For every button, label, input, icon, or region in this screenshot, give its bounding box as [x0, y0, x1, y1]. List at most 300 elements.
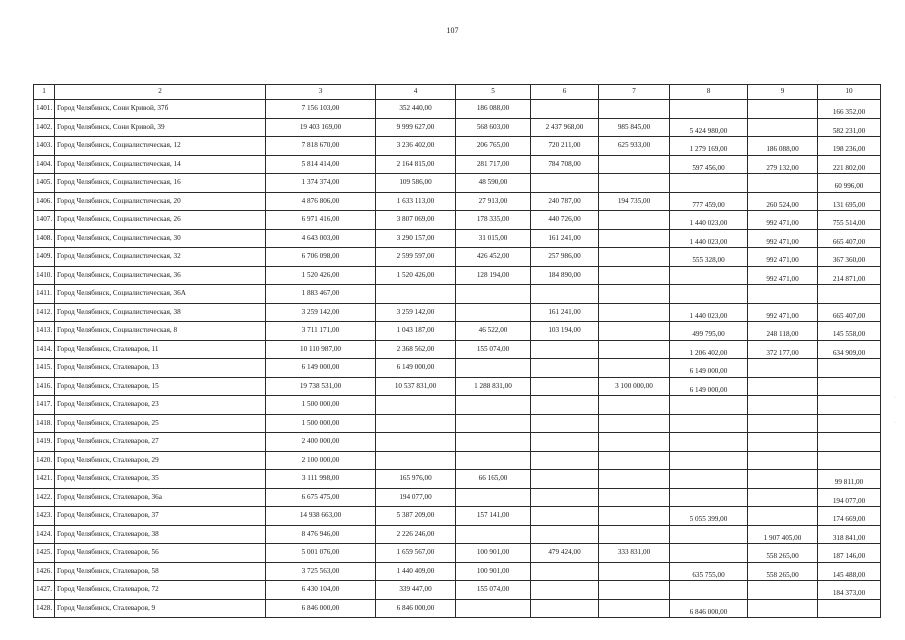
value-cell: 1 279 169,00	[670, 137, 748, 156]
value-cell: 6 149 000,00	[376, 359, 456, 378]
value-cell: 634 909,00	[818, 340, 881, 359]
value-cell	[670, 525, 748, 544]
table-header-row	[34, 85, 881, 100]
row-number: 1414.	[34, 340, 55, 359]
table-row	[34, 359, 881, 378]
column-header: 8	[670, 85, 748, 100]
address-cell: Город Челябинск, Сталеваров, 15	[55, 377, 266, 396]
value-cell: 6 846 000,00	[376, 599, 456, 618]
value-cell	[599, 562, 670, 581]
address-cell: Город Челябинск, Сони Кривой, 37б	[55, 100, 266, 119]
value-cell: 440 726,00	[531, 211, 599, 230]
table-row	[34, 544, 881, 563]
column-header: 2	[55, 85, 266, 100]
value-cell	[818, 377, 881, 396]
value-cell: 992 471,00	[748, 211, 818, 230]
value-cell: 46 522,00	[456, 322, 531, 341]
value-cell: 558 265,00	[748, 544, 818, 563]
value-cell	[748, 100, 818, 119]
value-cell	[531, 377, 599, 396]
row-number: 1413.	[34, 322, 55, 341]
value-cell: 157 141,00	[456, 507, 531, 526]
value-cell: 60 996,00	[818, 174, 881, 193]
value-cell: 6 675 475,00	[266, 488, 376, 507]
value-cell: 178 335,00	[456, 211, 531, 230]
value-cell	[748, 451, 818, 470]
table-row	[34, 174, 881, 193]
value-cell: 131 695,00	[818, 192, 881, 211]
value-cell	[599, 433, 670, 452]
value-cell	[531, 359, 599, 378]
value-cell	[818, 285, 881, 304]
value-cell: 1 633 113,00	[376, 192, 456, 211]
address-cell: Город Челябинск, Сталеваров, 27	[55, 433, 266, 452]
value-cell	[599, 100, 670, 119]
value-cell	[456, 451, 531, 470]
row-number: 1420.	[34, 451, 55, 470]
value-cell	[531, 414, 599, 433]
value-cell: 2 226 246,00	[376, 525, 456, 544]
value-cell	[748, 174, 818, 193]
address-cell: Город Челябинск, Социалистическая, 12	[55, 137, 266, 156]
value-cell: 2 437 968,00	[531, 118, 599, 137]
address-cell: Город Челябинск, Социалистическая, 20	[55, 192, 266, 211]
value-cell: 1 500 000,00	[266, 414, 376, 433]
value-cell: 186 088,00	[456, 100, 531, 119]
value-cell	[818, 414, 881, 433]
address-cell: Город Челябинск, Сталеваров, 11	[55, 340, 266, 359]
value-cell: 426 452,00	[456, 248, 531, 267]
table-body	[34, 100, 881, 618]
value-cell: 499 795,00	[670, 322, 748, 341]
value-cell	[376, 414, 456, 433]
value-cell: 1 520 426,00	[376, 266, 456, 285]
value-cell	[599, 488, 670, 507]
value-cell: 5 387 209,00	[376, 507, 456, 526]
row-number: 1405.	[34, 174, 55, 193]
table-row	[34, 118, 881, 137]
value-cell: 66 165,00	[456, 470, 531, 489]
value-cell	[748, 396, 818, 415]
value-cell: 128 194,00	[456, 266, 531, 285]
address-cell: Город Челябинск, Сталеваров, 38	[55, 525, 266, 544]
value-cell: 7 818 670,00	[266, 137, 376, 156]
value-cell: 992 471,00	[748, 303, 818, 322]
column-header: 10	[818, 85, 881, 100]
row-number: 1410.	[34, 266, 55, 285]
value-cell: 333 831,00	[599, 544, 670, 563]
value-cell: 665 407,00	[818, 229, 881, 248]
value-cell: 6 430 104,00	[266, 581, 376, 600]
value-cell: 99 811,00	[818, 470, 881, 489]
row-number: 1417.	[34, 396, 55, 415]
value-cell: 260 524,00	[748, 192, 818, 211]
value-cell	[376, 433, 456, 452]
row-number: 1426.	[34, 562, 55, 581]
value-cell: 3 807 069,00	[376, 211, 456, 230]
value-cell	[818, 433, 881, 452]
value-cell	[748, 470, 818, 489]
row-number: 1422.	[34, 488, 55, 507]
address-cell: Город Челябинск, Сталеваров, 37	[55, 507, 266, 526]
value-cell	[456, 488, 531, 507]
address-cell: Город Челябинск, Социалистическая, 8	[55, 322, 266, 341]
value-cell	[599, 581, 670, 600]
value-cell: 31 015,00	[456, 229, 531, 248]
value-cell	[818, 396, 881, 415]
table-row	[34, 433, 881, 452]
address-cell: Город Челябинск, Сталеваров, 35	[55, 470, 266, 489]
address-cell: Город Челябинск, Сталеваров, 56	[55, 544, 266, 563]
address-cell: Город Челябинск, Социалистическая, 32	[55, 248, 266, 267]
value-cell: 992 471,00	[748, 229, 818, 248]
value-cell: 155 074,00	[456, 581, 531, 600]
value-cell	[599, 248, 670, 267]
value-cell: 145 558,00	[818, 322, 881, 341]
value-cell: 1 206 402,00	[670, 340, 748, 359]
value-cell: 8 476 946,00	[266, 525, 376, 544]
value-cell: 145 488,00	[818, 562, 881, 581]
value-cell: 279 132,00	[748, 155, 818, 174]
value-cell	[531, 525, 599, 544]
table-row	[34, 581, 881, 600]
value-cell: 1 440 409,00	[376, 562, 456, 581]
value-cell: 19 403 169,00	[266, 118, 376, 137]
value-cell	[748, 118, 818, 137]
page-number: 107	[446, 26, 459, 35]
value-cell: 665 407,00	[818, 303, 881, 322]
row-number: 1407.	[34, 211, 55, 230]
value-cell: 372 177,00	[748, 340, 818, 359]
value-cell	[531, 340, 599, 359]
value-cell	[531, 470, 599, 489]
value-cell: 184 373,00	[818, 581, 881, 600]
value-cell	[670, 266, 748, 285]
value-cell: 6 846 000,00	[670, 599, 748, 618]
table-row	[34, 525, 881, 544]
row-number: 1409.	[34, 248, 55, 267]
value-cell	[670, 544, 748, 563]
value-cell	[531, 451, 599, 470]
value-cell: 3 725 563,00	[266, 562, 376, 581]
value-cell	[456, 285, 531, 304]
value-cell: 339 447,00	[376, 581, 456, 600]
row-number: 1403.	[34, 137, 55, 156]
row-number: 1428.	[34, 599, 55, 618]
value-cell: 100 901,00	[456, 562, 531, 581]
row-number: 1425.	[34, 544, 55, 563]
table-row	[34, 211, 881, 230]
value-cell	[456, 303, 531, 322]
table-row	[34, 414, 881, 433]
column-header: 1	[34, 85, 55, 100]
value-cell: 7 156 103,00	[266, 100, 376, 119]
value-cell	[531, 433, 599, 452]
value-cell: 109 586,00	[376, 174, 456, 193]
address-cell: Город Челябинск, Социалистическая, 30	[55, 229, 266, 248]
value-cell: 14 938 663,00	[266, 507, 376, 526]
table-row	[34, 488, 881, 507]
value-cell: 165 976,00	[376, 470, 456, 489]
value-cell	[599, 285, 670, 304]
value-cell: 755 514,00	[818, 211, 881, 230]
value-cell: 777 459,00	[670, 192, 748, 211]
value-cell	[670, 414, 748, 433]
value-cell	[456, 414, 531, 433]
value-cell: 352 440,00	[376, 100, 456, 119]
address-cell: Город Челябинск, Сталеваров, 58	[55, 562, 266, 581]
value-cell	[748, 414, 818, 433]
value-cell	[531, 507, 599, 526]
value-cell: 985 845,00	[599, 118, 670, 137]
address-cell: Город Челябинск, Социалистическая, 16	[55, 174, 266, 193]
value-cell: 625 933,00	[599, 137, 670, 156]
value-cell	[818, 359, 881, 378]
value-cell	[531, 174, 599, 193]
value-cell: 194 077,00	[376, 488, 456, 507]
value-cell: 184 890,00	[531, 266, 599, 285]
value-cell	[376, 285, 456, 304]
value-cell: 5 424 980,00	[670, 118, 748, 137]
value-cell	[748, 488, 818, 507]
table-row	[34, 266, 881, 285]
row-number: 1424.	[34, 525, 55, 544]
table-row	[34, 396, 881, 415]
address-cell: Город Челябинск, Сони Кривой, 39	[55, 118, 266, 137]
value-cell	[818, 451, 881, 470]
value-cell	[599, 470, 670, 489]
value-cell	[531, 285, 599, 304]
value-cell	[748, 507, 818, 526]
value-cell: 6 706 098,00	[266, 248, 376, 267]
table-row	[34, 322, 881, 341]
value-cell	[599, 340, 670, 359]
value-cell	[748, 285, 818, 304]
row-number: 1419.	[34, 433, 55, 452]
table-row	[34, 562, 881, 581]
value-cell: 1 288 831,00	[456, 377, 531, 396]
value-cell	[599, 507, 670, 526]
scan-mark: ·	[894, 395, 896, 401]
value-cell: 992 471,00	[748, 248, 818, 267]
value-cell	[670, 285, 748, 304]
value-cell: 720 211,00	[531, 137, 599, 156]
value-cell: 2 100 000,00	[266, 451, 376, 470]
value-cell	[748, 359, 818, 378]
value-cell: 635 755,00	[670, 562, 748, 581]
value-cell: 2 164 815,00	[376, 155, 456, 174]
value-cell	[531, 599, 599, 618]
value-cell	[670, 470, 748, 489]
row-number: 1423.	[34, 507, 55, 526]
value-cell: 6 149 000,00	[266, 359, 376, 378]
value-cell	[376, 451, 456, 470]
value-cell: 6 149 000,00	[670, 359, 748, 378]
table-row	[34, 599, 881, 618]
row-number: 1411.	[34, 285, 55, 304]
value-cell	[748, 599, 818, 618]
value-cell	[748, 377, 818, 396]
scan-mark: ·	[894, 420, 896, 426]
address-cell: Город Челябинск, Сталеваров, 29	[55, 451, 266, 470]
row-number: 1406.	[34, 192, 55, 211]
value-cell: 1 907 405,00	[748, 525, 818, 544]
table-row	[34, 248, 881, 267]
value-cell: 187 146,00	[818, 544, 881, 563]
value-cell: 555 328,00	[670, 248, 748, 267]
address-cell: Город Челябинск, Сталеваров, 72	[55, 581, 266, 600]
table-row	[34, 470, 881, 489]
value-cell: 784 708,00	[531, 155, 599, 174]
value-cell: 186 088,00	[748, 137, 818, 156]
table-row	[34, 451, 881, 470]
address-cell: Город Челябинск, Сталеваров, 9	[55, 599, 266, 618]
table-row	[34, 192, 881, 211]
table-row	[34, 303, 881, 322]
address-cell: Город Челябинск, Социалистическая, 36	[55, 266, 266, 285]
address-cell: Город Челябинск, Социалистическая, 14	[55, 155, 266, 174]
value-cell	[456, 359, 531, 378]
value-cell: 1 520 426,00	[266, 266, 376, 285]
address-cell: Город Челябинск, Сталеваров, 13	[55, 359, 266, 378]
value-cell: 3 259 142,00	[266, 303, 376, 322]
table-row	[34, 229, 881, 248]
column-header: 6	[531, 85, 599, 100]
value-cell: 5 814 414,00	[266, 155, 376, 174]
row-number: 1416.	[34, 377, 55, 396]
row-number: 1408.	[34, 229, 55, 248]
value-cell: 1 440 023,00	[670, 211, 748, 230]
address-cell: Город Челябинск, Социалистическая, 38	[55, 303, 266, 322]
value-cell	[670, 451, 748, 470]
value-cell: 4 876 806,00	[266, 192, 376, 211]
column-header: 9	[748, 85, 818, 100]
value-cell: 318 841,00	[818, 525, 881, 544]
value-cell	[376, 396, 456, 415]
value-cell: 1 043 187,00	[376, 322, 456, 341]
value-cell: 2 368 562,00	[376, 340, 456, 359]
value-cell	[670, 433, 748, 452]
value-cell: 1 659 567,00	[376, 544, 456, 563]
row-number: 1412.	[34, 303, 55, 322]
value-cell: 558 265,00	[748, 562, 818, 581]
value-cell: 9 999 627,00	[376, 118, 456, 137]
value-cell: 281 717,00	[456, 155, 531, 174]
value-cell: 257 986,00	[531, 248, 599, 267]
value-cell: 1 500 000,00	[266, 396, 376, 415]
value-cell: 2 400 000,00	[266, 433, 376, 452]
column-header: 5	[456, 85, 531, 100]
value-cell	[456, 525, 531, 544]
value-cell: 479 424,00	[531, 544, 599, 563]
value-cell: 582 231,00	[818, 118, 881, 137]
value-cell	[456, 433, 531, 452]
value-cell: 4 643 003,00	[266, 229, 376, 248]
value-cell: 3 111 998,00	[266, 470, 376, 489]
value-cell	[599, 599, 670, 618]
value-cell: 992 471,00	[748, 266, 818, 285]
value-cell	[748, 433, 818, 452]
value-cell: 248 118,00	[748, 322, 818, 341]
value-cell: 103 194,00	[531, 322, 599, 341]
value-cell	[599, 303, 670, 322]
value-cell	[531, 581, 599, 600]
column-header: 7	[599, 85, 670, 100]
value-cell	[531, 562, 599, 581]
value-cell	[670, 581, 748, 600]
row-number: 1404.	[34, 155, 55, 174]
value-cell	[531, 488, 599, 507]
value-cell: 5 055 399,00	[670, 507, 748, 526]
value-cell: 194 077,00	[818, 488, 881, 507]
value-cell: 6 846 000,00	[266, 599, 376, 618]
address-cell: Город Челябинск, Сталеваров, 36а	[55, 488, 266, 507]
value-cell	[531, 100, 599, 119]
table-row	[34, 137, 881, 156]
value-cell: 27 913,00	[456, 192, 531, 211]
value-cell	[599, 451, 670, 470]
value-cell	[670, 396, 748, 415]
value-cell: 198 236,00	[818, 137, 881, 156]
value-cell	[599, 174, 670, 193]
value-cell: 221 802,00	[818, 155, 881, 174]
value-cell: 166 352,00	[818, 100, 881, 119]
value-cell: 155 074,00	[456, 340, 531, 359]
value-cell: 597 456,00	[670, 155, 748, 174]
address-cell: Город Челябинск, Социалистическая, 36А	[55, 285, 266, 304]
value-cell	[599, 266, 670, 285]
row-number: 1421.	[34, 470, 55, 489]
value-cell	[670, 488, 748, 507]
row-number: 1427.	[34, 581, 55, 600]
table-row	[34, 100, 881, 119]
value-cell: 1 883 467,00	[266, 285, 376, 304]
value-cell: 5 001 076,00	[266, 544, 376, 563]
value-cell	[599, 211, 670, 230]
value-cell: 48 590,00	[456, 174, 531, 193]
value-cell: 174 669,00	[818, 507, 881, 526]
value-cell: 206 765,00	[456, 137, 531, 156]
table-row	[34, 340, 881, 359]
value-cell: 1 440 023,00	[670, 303, 748, 322]
value-cell: 1 440 023,00	[670, 229, 748, 248]
value-cell	[456, 396, 531, 415]
value-cell: 1 374 374,00	[266, 174, 376, 193]
value-cell: 568 603,00	[456, 118, 531, 137]
row-number: 1402.	[34, 118, 55, 137]
value-cell	[599, 155, 670, 174]
value-cell: 19 738 531,00	[266, 377, 376, 396]
value-cell: 367 360,00	[818, 248, 881, 267]
value-cell: 6 971 416,00	[266, 211, 376, 230]
address-cell: Город Челябинск, Сталеваров, 25	[55, 414, 266, 433]
column-header: 3	[266, 85, 376, 100]
table-row	[34, 507, 881, 526]
value-cell: 3 236 402,00	[376, 137, 456, 156]
value-cell: 3 259 142,00	[376, 303, 456, 322]
row-number: 1401.	[34, 100, 55, 119]
value-cell: 194 735,00	[599, 192, 670, 211]
value-cell: 240 787,00	[531, 192, 599, 211]
value-cell	[599, 396, 670, 415]
value-cell	[670, 174, 748, 193]
value-cell: 161 241,00	[531, 303, 599, 322]
value-cell	[748, 581, 818, 600]
table-row	[34, 285, 881, 304]
value-cell	[531, 396, 599, 415]
value-cell	[456, 599, 531, 618]
value-cell	[599, 414, 670, 433]
